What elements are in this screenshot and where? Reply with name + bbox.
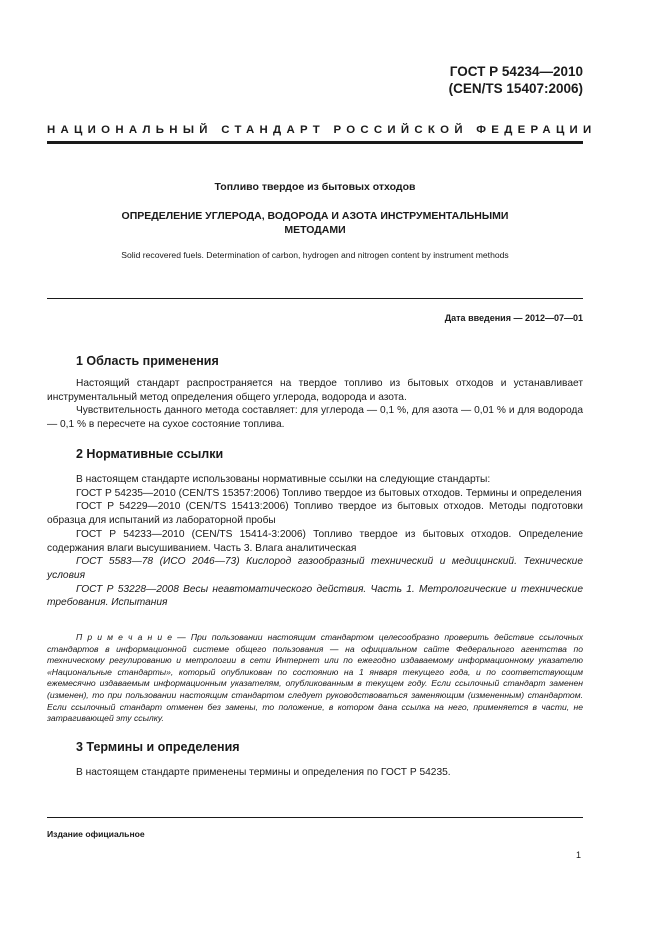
note-paragraph xyxy=(47,632,583,725)
section-1-heading: 1 Область применения xyxy=(76,354,219,368)
section-3-body xyxy=(47,766,583,780)
section-1-paragraph: Настоящий стандарт распространяется на твердое топливо из бытовых отходов и устанавливает инструментальный метод определения общего углерода, водорода и азота. xyxy=(47,378,583,403)
reference-item: ГОСТ 5583—78 (ИСО 2046—73) Кислород газообразный технический и медицинский. Технические условия xyxy=(47,556,583,581)
title-line-1: ОПРЕДЕЛЕНИЕ УГЛЕРОДА, ВОДОРОДА И АЗОТА ИНСТРУМЕНТАЛЬНЫМИ xyxy=(121,210,509,222)
national-standard-banner: НАЦИОНАЛЬНЫЙ СТАНДАРТ РОССИЙСКОЙ ФЕДЕРАЦИИ xyxy=(47,124,597,136)
section-3-heading: 3 Термины и определения xyxy=(76,740,240,754)
references-intro: В настоящем стандарте использованы нормативные ссылки на следующие стандарты: xyxy=(76,474,491,485)
reference-item: ГОСТ Р 54235—2010 (CEN/TS 15357:2006) Топливо твердое из бытовых отходов. Термины и определения xyxy=(76,487,582,499)
reference-item: ГОСТ Р 54229—2010 (CEN/TS 15413:2006) Топливо твердое из бытовых отходов. Методы подготовки образца для испытаний из лабораторной пробы xyxy=(47,501,583,527)
effective-date: Дата введения — 2012—07—01 xyxy=(444,313,583,323)
note-block xyxy=(47,632,583,725)
note-label: П р и м е ч а н и е xyxy=(76,632,173,642)
section-2-heading: 2 Нормативные ссылки xyxy=(76,447,224,461)
title-rule xyxy=(47,298,583,299)
reference-item: ГОСТ Р 54233—2010 (CEN/TS 15414-3:2006) Топливо твердое из бытовых отходов. Определение содержания влаги высушиванием. Часть 3. Влага аналитическая xyxy=(47,528,583,554)
standard-code-block xyxy=(449,63,583,97)
title-line-2: МЕТОДАМИ xyxy=(284,224,346,236)
section-1-body xyxy=(47,377,583,432)
reference-item: ГОСТ Р 53228—2008 Весы неавтоматического действия. Часть 1. Метрологические и технические требования. Испытания xyxy=(47,583,583,609)
note-text: — При пользовании настоящим стандартом целесообразно проверить действие ссылочных стандартов в информационной системе общего пользования — на официальном сайте Федерального агентства по техническому регулированию и метрологии в сети Интернет или по ежегодно издаваемому информационному указателю «Национальные стандарты», который опубликован по состоянию на 1 января текущего года, и по соответствующим ежемесячно издаваемым информационным указателям, опубликованным в текущем году. Если ссылочный стандарт заменен (изменен), то при пользовании настоящим стандартом следует руководствоваться заменяющим (измененным) стандартом. Если ссылочный стандарт отменен без замены, то положение, в котором дана ссылка на него, применяется в части, не затрагивающей эту ссылку. xyxy=(47,632,583,724)
section-3-paragraph: В настоящем стандарте применены термины и определения по ГОСТ Р 54235. xyxy=(76,767,451,778)
english-title: Solid recovered fuels. Determination of carbon, hydrogen and nitrogen content by instrument methods xyxy=(121,250,509,260)
document-title xyxy=(47,209,583,237)
section-2-body xyxy=(47,473,583,610)
document-subtitle: Топливо твердое из бытовых отходов xyxy=(214,181,416,193)
standard-code-en: (CEN/TS 15407:2006) xyxy=(448,81,583,96)
section-1-paragraph: Чувствительность данного метода составляет: для углерода — 0,1 %, для азота — 0,01 % и для водорода — 0,1 % в пересчете на сухое состояние топлива. xyxy=(47,405,583,431)
header-rule xyxy=(47,141,583,144)
page-number: 1 xyxy=(575,850,581,860)
footer-rule xyxy=(47,817,583,818)
edition-label: Издание официальное xyxy=(47,829,145,839)
standard-code: ГОСТ Р 54234—2010 xyxy=(449,64,583,79)
